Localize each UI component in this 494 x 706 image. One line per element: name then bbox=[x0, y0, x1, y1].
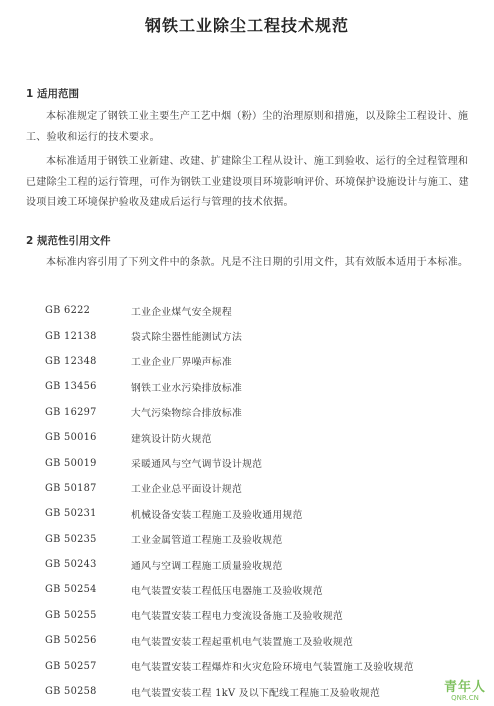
reference-title: 通风与空调工程施工质量验收规范 bbox=[131, 560, 283, 572]
reference-code: GB 6222 bbox=[45, 305, 91, 317]
reference-title: 工业金属管道工程施工及验收规范 bbox=[131, 535, 283, 547]
reference-title: 电气装置安装工程低压电器施工及验收规范 bbox=[131, 585, 323, 597]
reference-title: 大气污染物综合排放标准 bbox=[131, 408, 243, 420]
reference-item bbox=[45, 298, 465, 323]
reference-item bbox=[45, 476, 465, 501]
watermark-url: QNR.CN bbox=[451, 694, 479, 702]
reference-title: 电气装置安装工程电力变流设备施工及验收规范 bbox=[131, 611, 344, 623]
reference-code: GB 12138 bbox=[45, 330, 97, 342]
reference-title: 工业企业煤气安全规程 bbox=[131, 306, 232, 318]
reference-code: GB 12348 bbox=[45, 355, 97, 367]
reference-item bbox=[45, 450, 465, 475]
reference-title: 工业企业厂界噪声标准 bbox=[131, 357, 232, 369]
reference-code: GB 50258 bbox=[45, 686, 97, 698]
reference-item bbox=[45, 501, 465, 526]
reference-item bbox=[45, 679, 465, 704]
reference-code: GB 50187 bbox=[45, 482, 97, 494]
reference-code: GB 50019 bbox=[45, 457, 97, 469]
reference-item bbox=[45, 603, 465, 628]
reference-title: 工业企业总平面设计规范 bbox=[131, 484, 243, 496]
reference-item bbox=[45, 349, 465, 374]
reference-code: GB 50243 bbox=[45, 559, 97, 571]
reference-item bbox=[45, 577, 465, 602]
reference-code: GB 50235 bbox=[45, 533, 97, 545]
scope-paragraph-1: 本标准规定了钢铁工业主要生产工艺中烟（粉）尘的治理原则和措施，以及除尘工程设计、施工、验收和运行的技术要求。 bbox=[26, 111, 469, 143]
reference-title: 机械设备安装工程施工及验收通用规范 bbox=[131, 509, 303, 521]
reference-code: GB 50231 bbox=[45, 508, 97, 520]
reference-item bbox=[45, 400, 465, 425]
reference-title: 电气装置安装工程爆炸和火灾危险环境电气装置施工及验收规范 bbox=[131, 662, 414, 674]
reference-item bbox=[45, 628, 465, 653]
reference-item bbox=[45, 552, 465, 577]
watermark-logo bbox=[444, 676, 486, 702]
reference-code: GB 50254 bbox=[45, 584, 97, 596]
reference-list bbox=[45, 298, 465, 704]
reference-code: GB 50256 bbox=[45, 635, 97, 647]
reference-item bbox=[45, 527, 465, 552]
section-heading-references: 2 规范性引用文件 bbox=[26, 235, 111, 247]
scope-paragraph-2: 本标准适用于钢铁工业新建、改建、扩建除尘工程从设计、施工到验收、运行的全过程管理和已建除尘工程的运行管理，可作为钢铁工业建设项目环境影响评价、环境保护设施设计与施工、建设项目竣工环境保护验收及建成后运行与管理的技术依据。 bbox=[26, 156, 469, 208]
reference-title: 建筑设计防火规范 bbox=[131, 433, 212, 445]
reference-title: 钢铁工业水污染排放标准 bbox=[131, 382, 243, 394]
section-heading-scope: 1 适用范围 bbox=[26, 88, 79, 100]
watermark-text: 青年人 bbox=[443, 680, 486, 695]
reference-item bbox=[45, 425, 465, 450]
reference-code: GB 16297 bbox=[45, 406, 97, 418]
reference-code: GB 50255 bbox=[45, 609, 97, 621]
references-intro: 本标准内容引用了下列文件中的条款。凡是不注日期的引用文件，其有效版本适用于本标准。 bbox=[46, 257, 469, 268]
reference-title: 电气装置安装工程起重机电气装置施工及验收规范 bbox=[131, 636, 354, 648]
reference-code: GB 13456 bbox=[45, 381, 97, 393]
reference-title: 袋式除尘器性能测试方法 bbox=[131, 332, 243, 344]
document-title: 钢铁工业除尘工程技术规范 bbox=[144, 16, 349, 35]
reference-code: GB 50257 bbox=[45, 660, 97, 672]
reference-item bbox=[45, 323, 465, 348]
reference-title: 采暖通风与空气调节设计规范 bbox=[131, 459, 263, 471]
reference-item bbox=[45, 653, 465, 678]
reference-code: GB 50016 bbox=[45, 432, 97, 444]
reference-item bbox=[45, 374, 465, 399]
reference-title: 电气装置安装工程 1kV 及以下配线工程施工及验收规范 bbox=[131, 687, 381, 699]
